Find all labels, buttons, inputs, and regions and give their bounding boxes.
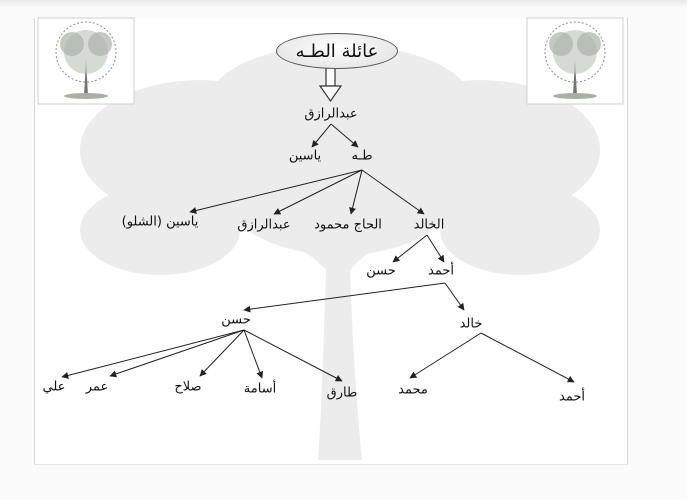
node-tariq: طارق xyxy=(326,385,358,401)
node-ahmad: أحمد xyxy=(428,263,454,279)
node-mohammad: محمد xyxy=(398,382,428,398)
edge-hasan_2-to-omar xyxy=(110,330,244,376)
tree-icon-right xyxy=(527,18,623,104)
edge-hasan_2-to-ali xyxy=(62,330,244,377)
node-osama: أسامة xyxy=(243,381,277,397)
node-hasan-1: حسن xyxy=(366,263,396,279)
node-yasin: ياسين xyxy=(288,148,322,164)
title-banner xyxy=(276,33,398,69)
node-khalid: خالد xyxy=(459,316,483,332)
edge-khaled-to-ahmad xyxy=(427,235,444,262)
page-title: عائلة الطـه xyxy=(295,40,379,62)
edge-ahmad-to-khalid xyxy=(445,283,464,310)
node-yasin-shalu: ياسين (الشلو) xyxy=(121,214,199,230)
node-salah: صلاح xyxy=(174,379,202,395)
node-ali: علي xyxy=(42,379,66,395)
node-hasan-2: حسن xyxy=(221,312,251,328)
node-omar: عمر xyxy=(85,379,109,395)
edge-khalid-to-mohammad xyxy=(410,333,481,378)
node-haj-mahmoud: الحاج محمود xyxy=(314,217,382,233)
tree-icon-left xyxy=(38,18,134,104)
edge-hasan_2-to-salah xyxy=(200,330,244,376)
node-khaled: الخالد xyxy=(413,217,445,233)
node-taha: طـه xyxy=(351,148,373,164)
edge-khalid-to-ahmad_2 xyxy=(481,333,574,382)
node-ahmad-2: أحمد xyxy=(559,389,585,405)
node-abdulrazzaq: عبدالرازق xyxy=(237,217,291,233)
node-root: عبدالرازق xyxy=(304,106,358,122)
edge-hasan_2-to-osama xyxy=(244,330,262,378)
